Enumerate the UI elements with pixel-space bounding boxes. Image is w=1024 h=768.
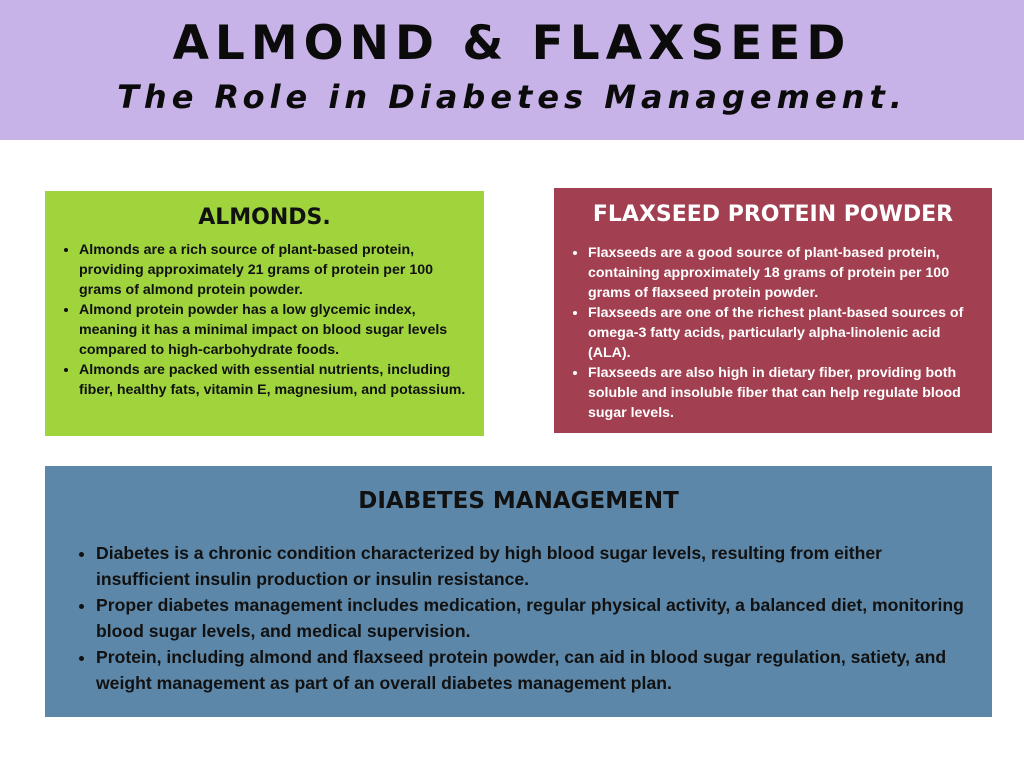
- page-title: ALMOND & FLAXSEED: [172, 16, 852, 71]
- list-item: • Proper diabetes management includes medication, regular physical activity, a balanced diet, monitoring blood sugar levels, and medical supervision.: [96, 592, 972, 644]
- almonds-card: [45, 191, 484, 436]
- list-item: • Almond protein powder has a low glycemic index, meaning it has a minimal impact on blood sugar levels compared to high-carbohydrate foods.: [79, 300, 470, 360]
- list-item: • Almonds are packed with essential nutrients, including fiber, healthy fats, vitamin E, magnesium, and potassium.: [79, 360, 470, 400]
- list-item: • Flaxseeds are also high in dietary fiber, providing both soluble and insoluble fiber that can help regulate blood sugar levels.: [588, 363, 984, 423]
- flaxseed-list: [554, 243, 984, 423]
- diabetes-list: [45, 540, 972, 696]
- list-item: • Almonds are a rich source of plant-based protein, providing approximately 21 grams of protein per 100 grams of almond protein powder.: [79, 240, 470, 300]
- list-item: • Flaxseeds are one of the richest plant-based sources of omega-3 fatty acids, particularly alpha-linolenic acid (ALA).: [588, 303, 984, 363]
- list-item: • Protein, including almond and flaxseed protein powder, can aid in blood sugar regulation, satiety, and weight management as part of an overall diabetes management plan.: [96, 644, 972, 696]
- diabetes-heading: DIABETES MANAGEMENT: [358, 488, 679, 514]
- list-item: • Flaxseeds are a good source of plant-based protein, containing approximately 18 grams of protein per 100 grams of flaxseed protein powder.: [588, 243, 984, 303]
- almonds-heading: ALMONDS.: [198, 205, 331, 230]
- header-banner: [0, 0, 1024, 140]
- flaxseed-card: [554, 188, 992, 433]
- page-subtitle: The Role in Diabetes Management.: [117, 78, 907, 116]
- almonds-list: [45, 240, 470, 400]
- diabetes-card: [45, 466, 992, 717]
- list-item: • Diabetes is a chronic condition characterized by high blood sugar levels, resulting from either insufficient insulin production or insulin resistance.: [96, 540, 972, 592]
- flaxseed-heading: FLAXSEED PROTEIN POWDER: [592, 202, 954, 227]
